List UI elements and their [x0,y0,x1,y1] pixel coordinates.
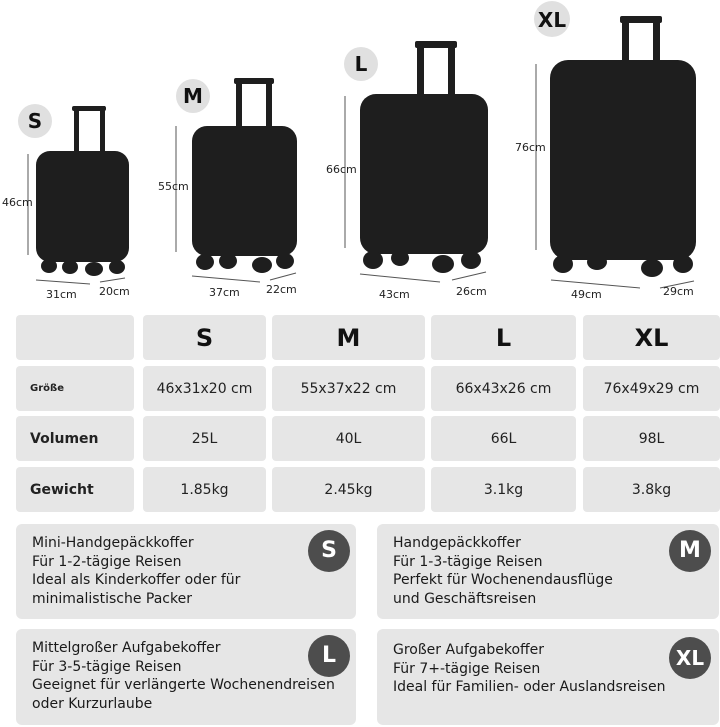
suitcase-m-width: 37cm [209,286,240,299]
suitcase-l-badge: L [354,52,368,76]
description-line: Geeignet für verlängerte Wochenendreisen [32,677,335,693]
suitcase-xl [515,1,696,301]
description-line: Handgepäckkoffer [393,535,521,551]
description-line: Mini-Handgepäckkoffer [32,535,194,551]
description-card-xl [377,629,719,725]
suitcase-xl-badge: XL [537,8,567,32]
description-line: Für 3-5-tägige Reisen [32,658,182,675]
description-line: Für 7+-tägige Reisen [393,660,541,677]
description-line: Ideal als Kinderkoffer oder für [32,572,241,588]
size-badge-xl: XL [669,637,711,679]
description-line: Ideal für Familien- oder Auslandsreisen [393,679,666,695]
description-card-m [377,524,719,619]
table-cell: 46x31x20 cm [143,366,266,411]
suitcase-xl-height: 76cm [515,141,546,154]
suitcase-s-badge: S [27,109,43,133]
suitcase-xl-depth: 29cm [663,285,694,298]
suitcase-l-height: 66cm [326,163,357,176]
description-card-l [16,629,356,725]
table-cell: 25L [143,416,266,461]
suitcase-size-illustration [0,0,720,310]
size-badge-l: L [308,635,350,677]
suitcase-s-width: 31cm [46,288,77,301]
table-row-label-weight: Gewicht [16,467,134,512]
table-cell: 40L [272,416,425,461]
size-badge-m: M [669,530,711,572]
description-line: minimalistische Packer [32,590,192,607]
suitcase-s-depth: 20cm [99,285,130,298]
table-cell: 98L [583,416,720,461]
description-line: oder Kurzurlaube [32,695,153,712]
description-line: Mittelgroßer Aufgabekoffer [32,640,221,656]
description-card-s [16,524,356,619]
table-cell: 3.8kg [583,467,720,512]
description-line: Perfekt für Wochenendausflüge [393,572,613,588]
suitcase-l [326,41,488,301]
suitcase-xl-width: 49cm [571,288,602,301]
table-cell: 2.45kg [272,467,425,512]
table-header-s: S [143,315,266,360]
suitcase-l-depth: 26cm [456,285,487,298]
description-line: Für 1-2-tägige Reisen [32,553,182,570]
table-header-xl: XL [583,315,720,360]
size-badge-s: S [308,530,350,572]
table-cell: 66x43x26 cm [431,366,576,411]
suitcase-m-height: 55cm [158,180,189,193]
table-cell: 55x37x22 cm [272,366,425,411]
table-corner-cell [16,315,134,360]
description-line: Großer Aufgabekoffer [393,642,545,658]
table-cell: 3.1kg [431,467,576,512]
table-cell: 66L [431,416,576,461]
table-header-l: L [431,315,576,360]
table-header-m: M [272,315,425,360]
table-row-label-size: Größe [16,366,134,411]
description-line: und Geschäftsreisen [393,590,537,607]
table-cell: 76x49x29 cm [583,366,720,411]
suitcase-m-depth: 22cm [266,283,297,296]
suitcase-s [2,104,130,301]
description-line: Für 1-3-tägige Reisen [393,553,543,570]
table-row-label-volume: Volumen [16,416,134,461]
suitcase-s-height: 46cm [2,196,33,209]
table-cell: 1.85kg [143,467,266,512]
suitcase-m [158,78,297,299]
suitcase-m-badge: M [183,84,203,108]
suitcase-l-width: 43cm [379,288,410,301]
